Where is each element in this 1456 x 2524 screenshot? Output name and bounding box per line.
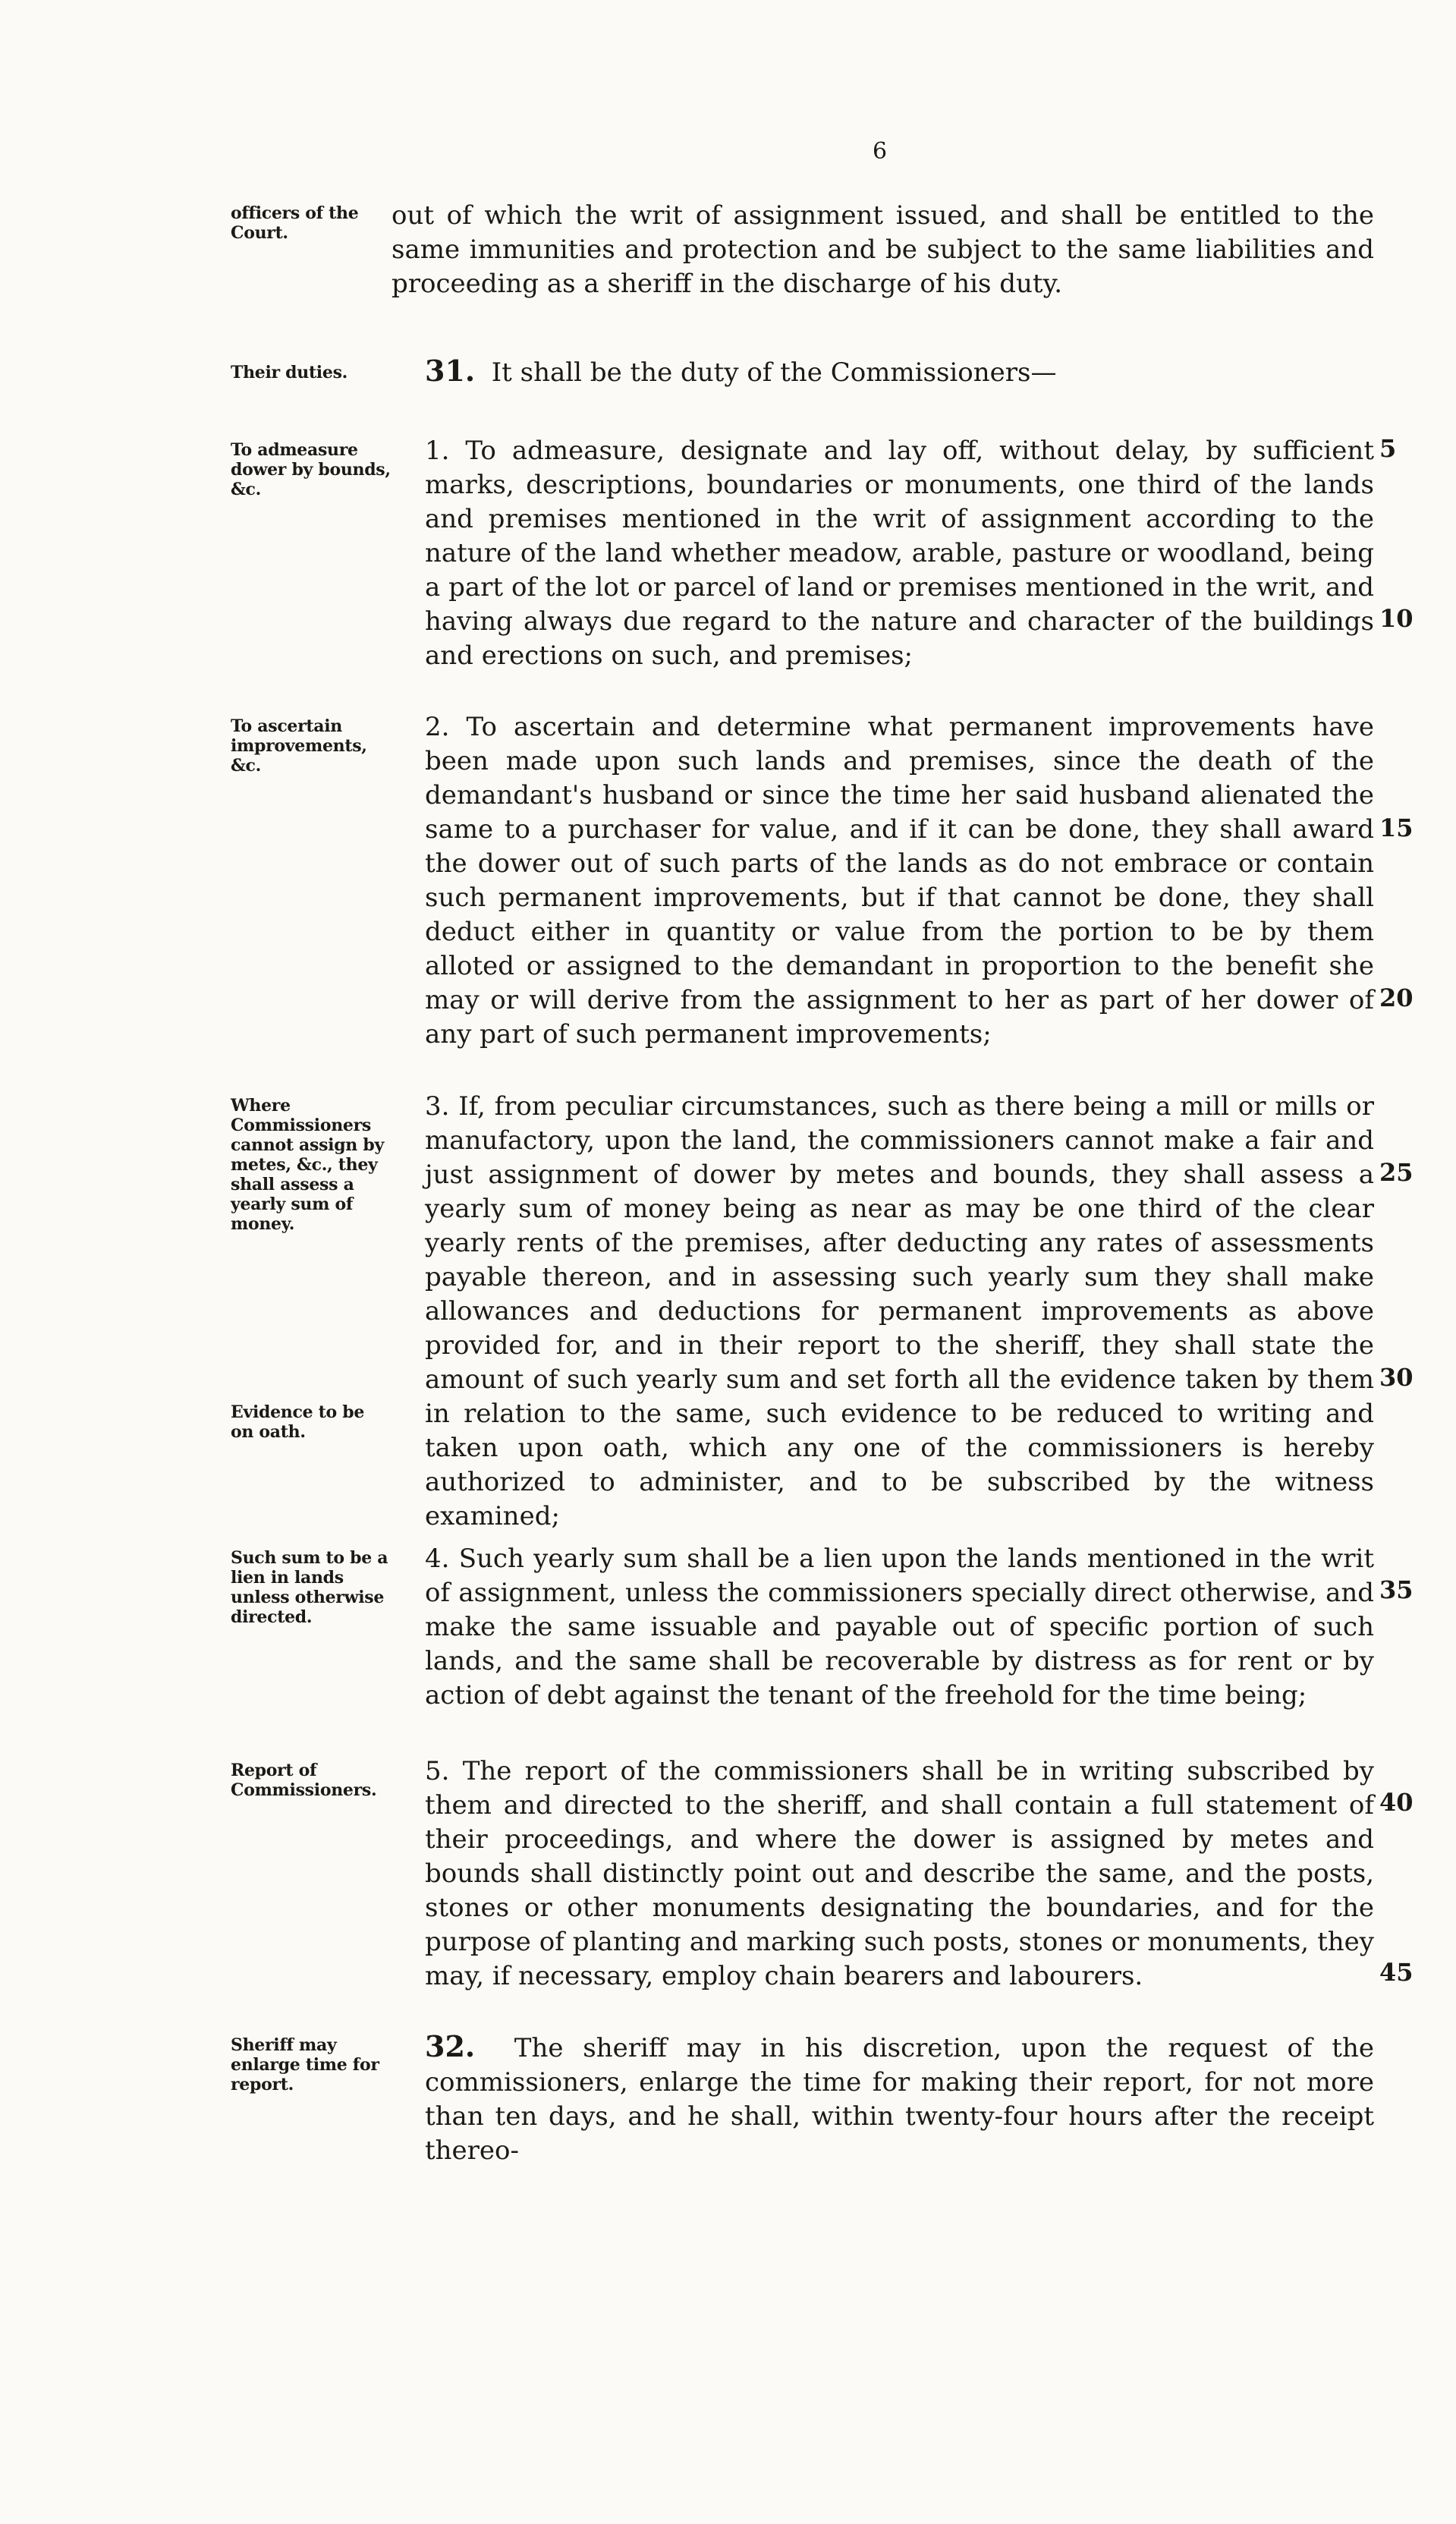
paragraph-text: It shall be the duty of the Commissioners—	[491, 357, 1057, 388]
paragraph	[392, 2029, 1374, 2168]
line-number: 5	[1379, 434, 1397, 463]
paragraph	[392, 710, 1374, 1052]
line-number: 30	[1379, 1363, 1414, 1392]
paragraph	[392, 1090, 1374, 1534]
page-number: 6	[873, 138, 888, 165]
margin-note: officers of the Court.	[231, 203, 359, 243]
line-number: 25	[1379, 1158, 1414, 1187]
line-number: 35	[1379, 1575, 1414, 1604]
paragraph-text: out of which the writ of assignment issued, and shall be entitled to the same immunities and protection and be subject to the same liabilities and proceeding as a sheriff in the discharge of his duty.	[392, 200, 1374, 299]
section-number: 31.	[425, 354, 476, 388]
section-number: 32.	[425, 2029, 476, 2063]
margin-note: Where Commissioners cannot assign by metes, &c., they shall assess a yearly sum of money.	[231, 1096, 384, 1234]
line-number: 15	[1379, 814, 1414, 842]
line-number: 10	[1379, 604, 1414, 633]
paragraph	[392, 1755, 1374, 1994]
line-number: 20	[1379, 983, 1414, 1012]
margin-note: Evidence to be on oath.	[231, 1402, 365, 1442]
line-number: 45	[1379, 1958, 1414, 1987]
margin-note: Such sum to be a lien in lands unless otherwise directed.	[231, 1548, 388, 1627]
margin-note: Report of Commissioners.	[231, 1761, 377, 1800]
paragraph	[392, 354, 1374, 390]
paragraph-text: 2. To ascertain and determine what permanent improvements have been made upon such lands and premises, since the death of the demandant's husband or since the time her said husband alienated the same to a purchaser for value, and if it can be done, they shall award the dower out of such parts of the lands as do not embrace or contain such permanent improvements, but if that cannot be done, they shall deduct either in quantity or value from the portion to be by them alloted or assigned to the demandant in proportion to the benefit she may or will derive from the assignment to her as part of her dower of any part of such permanent improvements;	[425, 712, 1374, 1050]
margin-note: To ascertain improvements, &c.	[231, 716, 367, 776]
paragraph	[392, 199, 1374, 301]
paragraph-text: 4. Such yearly sum shall be a lien upon the lands mentioned in the writ of assignment, unless the commissioners specially direct otherwise, and make the same issuable and payable out of specific portion of such lands, and the same shall be recoverable by distress as for rent or by action of debt against the tenant of the freehold for the time being;	[425, 1544, 1374, 1710]
paragraph	[392, 1542, 1374, 1713]
paragraph-text: 3. If, from peculiar circumstances, such as there being a mill or mills or manufactory, upon the land, the commissioners cannot make a fair and just assignment of dower by metes and bounds, they shall assess a yearly sum of money being as near as may be one third of the clear yearly rents of the premises, after deducting any rates of assessments payable thereon, and in assessing such yearly sum they shall make allowances and deductions for permanent improvements as above provided for, and in their report to the sheriff, they shall state the amount of such yearly sum and set forth all the evidence taken by them in relation to the same, such evidence to be reduced to writing and taken upon oath, which any one of the commissioners is hereby authorized to administer, and to be subscribed by the witness examined;	[425, 1091, 1374, 1531]
paragraph-text: The sheriff may in his discretion, upon the request of the commissioners, enlarge the time for making their report, for not more than ten days, and he shall, within twenty-four hours after the receipt thereo-	[425, 2033, 1374, 2166]
margin-note: To admeasure dower by bounds, &c.	[231, 440, 391, 499]
paragraph-text: 5. The report of the commissioners shall be in writing subscribed by them and directed to the sheriff, and shall contain a full statement of their proceedings, and where the dower is assigned by metes and bounds shall distinctly point out and describe the same, and the posts, stones or other monuments designating the boundaries, and for the purpose of planting and marking such posts, stones or monuments, they may, if necessary, employ chain bearers and labourers.	[425, 1756, 1374, 1991]
paragraph	[392, 434, 1374, 673]
margin-note: Their duties.	[231, 363, 348, 382]
margin-note: Sheriff may enlarge time for report.	[231, 2035, 379, 2094]
paragraph-text: 1. To admeasure, designate and lay off, without delay, by sufficient marks, descriptions, boundaries or monuments, one third of the lands and premises mentioned in the writ of assignment according to the nature of the land whether meadow, arable, pasture or woodland, being a part of the lot or parcel of land or premises mentioned in the writ, and having always due regard to the nature and character of the buildings and erections on such, and premises;	[425, 436, 1374, 671]
line-number: 40	[1379, 1788, 1414, 1817]
